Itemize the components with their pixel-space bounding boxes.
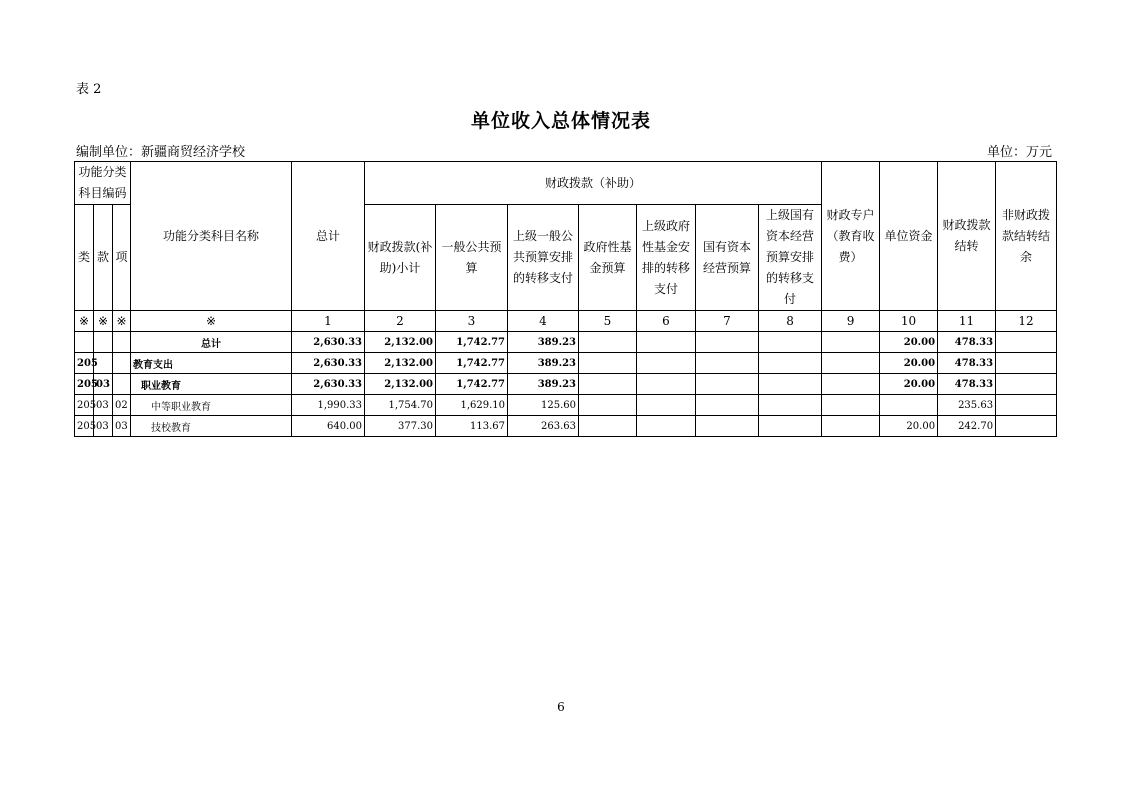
header-code-xiang: 项	[113, 205, 131, 311]
value-cell: 20.00	[880, 374, 938, 395]
index-cell: 12	[996, 311, 1057, 332]
value-cell: 20.00	[880, 416, 938, 437]
value-cell	[696, 353, 759, 374]
value-cell: 1,742.77	[436, 353, 508, 374]
value-cell	[822, 416, 880, 437]
income-table	[74, 161, 1057, 437]
value-cell: 263.63	[508, 416, 579, 437]
table-row	[75, 374, 1057, 395]
value-cell: 2,630.33	[292, 374, 365, 395]
value-cell	[579, 332, 637, 353]
table-row	[75, 395, 1057, 416]
value-cell	[880, 395, 938, 416]
value-cell: 20.00	[880, 332, 938, 353]
value-cell	[579, 416, 637, 437]
header-code-kuan: 款	[94, 205, 113, 311]
code-xiang-cell	[113, 332, 131, 353]
code-xiang-cell	[113, 374, 131, 395]
value-cell	[759, 353, 822, 374]
value-cell: 478.33	[938, 353, 996, 374]
code-lei-cell: 205	[75, 395, 94, 416]
header-nonfiscal-carryover: 非财政拨款结转结余	[996, 162, 1057, 311]
index-cell: 9	[822, 311, 880, 332]
value-cell	[637, 416, 696, 437]
value-cell: 113.67	[436, 416, 508, 437]
index-cell: 5	[579, 311, 637, 332]
value-cell	[696, 332, 759, 353]
value-cell: 2,132.00	[365, 353, 436, 374]
header-fiscal-subtotal: 财政拨款(补助)小计	[365, 205, 436, 311]
currency-unit: 单位：万元	[986, 145, 1052, 160]
index-cell: 1	[292, 311, 365, 332]
index-cell: ※	[94, 311, 113, 332]
header-upper-state-capital-transfer: 上级国有资本经营预算安排的转移支付	[759, 205, 822, 311]
value-cell: 20.00	[880, 353, 938, 374]
value-cell	[822, 353, 880, 374]
value-cell: 377.30	[365, 416, 436, 437]
value-cell	[996, 374, 1057, 395]
value-cell	[579, 353, 637, 374]
value-cell	[696, 416, 759, 437]
value-cell: 389.23	[508, 374, 579, 395]
index-cell: 6	[637, 311, 696, 332]
value-cell	[637, 395, 696, 416]
header-general-budget: 一般公共预算	[436, 205, 508, 311]
value-cell	[759, 374, 822, 395]
value-cell	[579, 395, 637, 416]
value-cell	[759, 416, 822, 437]
page-title: 单位收入总体情况表	[470, 110, 651, 132]
header-state-capital: 国有资本经营预算	[696, 205, 759, 311]
value-cell	[822, 332, 880, 353]
value-cell	[822, 374, 880, 395]
code-lei-cell: 205	[75, 416, 94, 437]
table-row	[75, 332, 1057, 353]
code-xiang-cell	[113, 353, 131, 374]
value-cell	[637, 332, 696, 353]
header-fiscal-group: 财政拨款（补助）	[365, 162, 822, 205]
index-cell: 4	[508, 311, 579, 332]
value-cell: 235.63	[938, 395, 996, 416]
name-cell: 中等职业教育	[131, 395, 292, 416]
header-gov-fund: 政府性基金预算	[579, 205, 637, 311]
name-cell: 职业教育	[131, 374, 292, 395]
header-name: 功能分类科目名称	[131, 162, 292, 311]
value-cell	[996, 416, 1057, 437]
value-cell	[996, 353, 1057, 374]
value-cell	[696, 395, 759, 416]
table-row	[75, 416, 1057, 437]
value-cell: 1,742.77	[436, 374, 508, 395]
index-cell: 8	[759, 311, 822, 332]
value-cell	[637, 353, 696, 374]
table-row	[75, 353, 1057, 374]
value-cell: 478.33	[938, 332, 996, 353]
header-fiscal-carryover: 财政拨款结转	[938, 162, 996, 311]
value-cell: 2,132.00	[365, 374, 436, 395]
value-cell: 242.70	[938, 416, 996, 437]
header-upper-general-transfer: 上级一般公共预算安排的转移支付	[508, 205, 579, 311]
value-cell	[996, 332, 1057, 353]
index-cell: 10	[880, 311, 938, 332]
compiling-unit: 编制单位：新疆商贸经济学校	[76, 145, 246, 160]
value-cell	[637, 374, 696, 395]
index-cell: ※	[131, 311, 292, 332]
header-unit-funds: 单位资金	[880, 162, 938, 311]
value-cell	[579, 374, 637, 395]
code-kuan-cell: 03	[94, 374, 113, 395]
header-total: 总计	[292, 162, 365, 311]
index-cell: 7	[696, 311, 759, 332]
value-cell: 2,630.33	[292, 353, 365, 374]
value-cell	[759, 395, 822, 416]
value-cell: 2,132.00	[365, 332, 436, 353]
value-cell: 2,630.33	[292, 332, 365, 353]
code-kuan-cell: 03	[94, 416, 113, 437]
index-cell: 3	[436, 311, 508, 332]
index-cell: ※	[75, 311, 94, 332]
value-cell: 125.60	[508, 395, 579, 416]
value-cell	[696, 374, 759, 395]
index-cell: ※	[113, 311, 131, 332]
value-cell: 1,754.70	[365, 395, 436, 416]
name-cell: 教育支出	[131, 353, 292, 374]
value-cell: 389.23	[508, 353, 579, 374]
header-code-group: 功能分类科目编码	[75, 162, 131, 205]
code-lei-cell: 205	[75, 353, 94, 374]
name-cell: 总计	[131, 332, 292, 353]
header-upper-gov-fund-transfer: 上级政府性基金安排的转移支付	[637, 205, 696, 311]
header-code-lei: 类	[75, 205, 94, 311]
name-cell: 技校教育	[131, 416, 292, 437]
value-cell: 1,629.10	[436, 395, 508, 416]
value-cell	[822, 395, 880, 416]
page-number: 6	[557, 700, 565, 714]
value-cell	[996, 395, 1057, 416]
header-fiscal-special: 财政专户（教育收费）	[822, 162, 880, 311]
index-cell: 2	[365, 311, 436, 332]
index-cell: 11	[938, 311, 996, 332]
table-label: 表 2	[76, 82, 102, 97]
code-lei-cell	[75, 332, 94, 353]
value-cell: 1,742.77	[436, 332, 508, 353]
code-lei-cell: 205	[75, 374, 94, 395]
value-cell	[759, 332, 822, 353]
value-cell: 1,990.33	[292, 395, 365, 416]
value-cell: 640.00	[292, 416, 365, 437]
code-kuan-cell	[94, 332, 113, 353]
code-xiang-cell: 02	[113, 395, 131, 416]
code-kuan-cell: 03	[94, 395, 113, 416]
value-cell: 478.33	[938, 374, 996, 395]
code-xiang-cell: 03	[113, 416, 131, 437]
value-cell: 389.23	[508, 332, 579, 353]
